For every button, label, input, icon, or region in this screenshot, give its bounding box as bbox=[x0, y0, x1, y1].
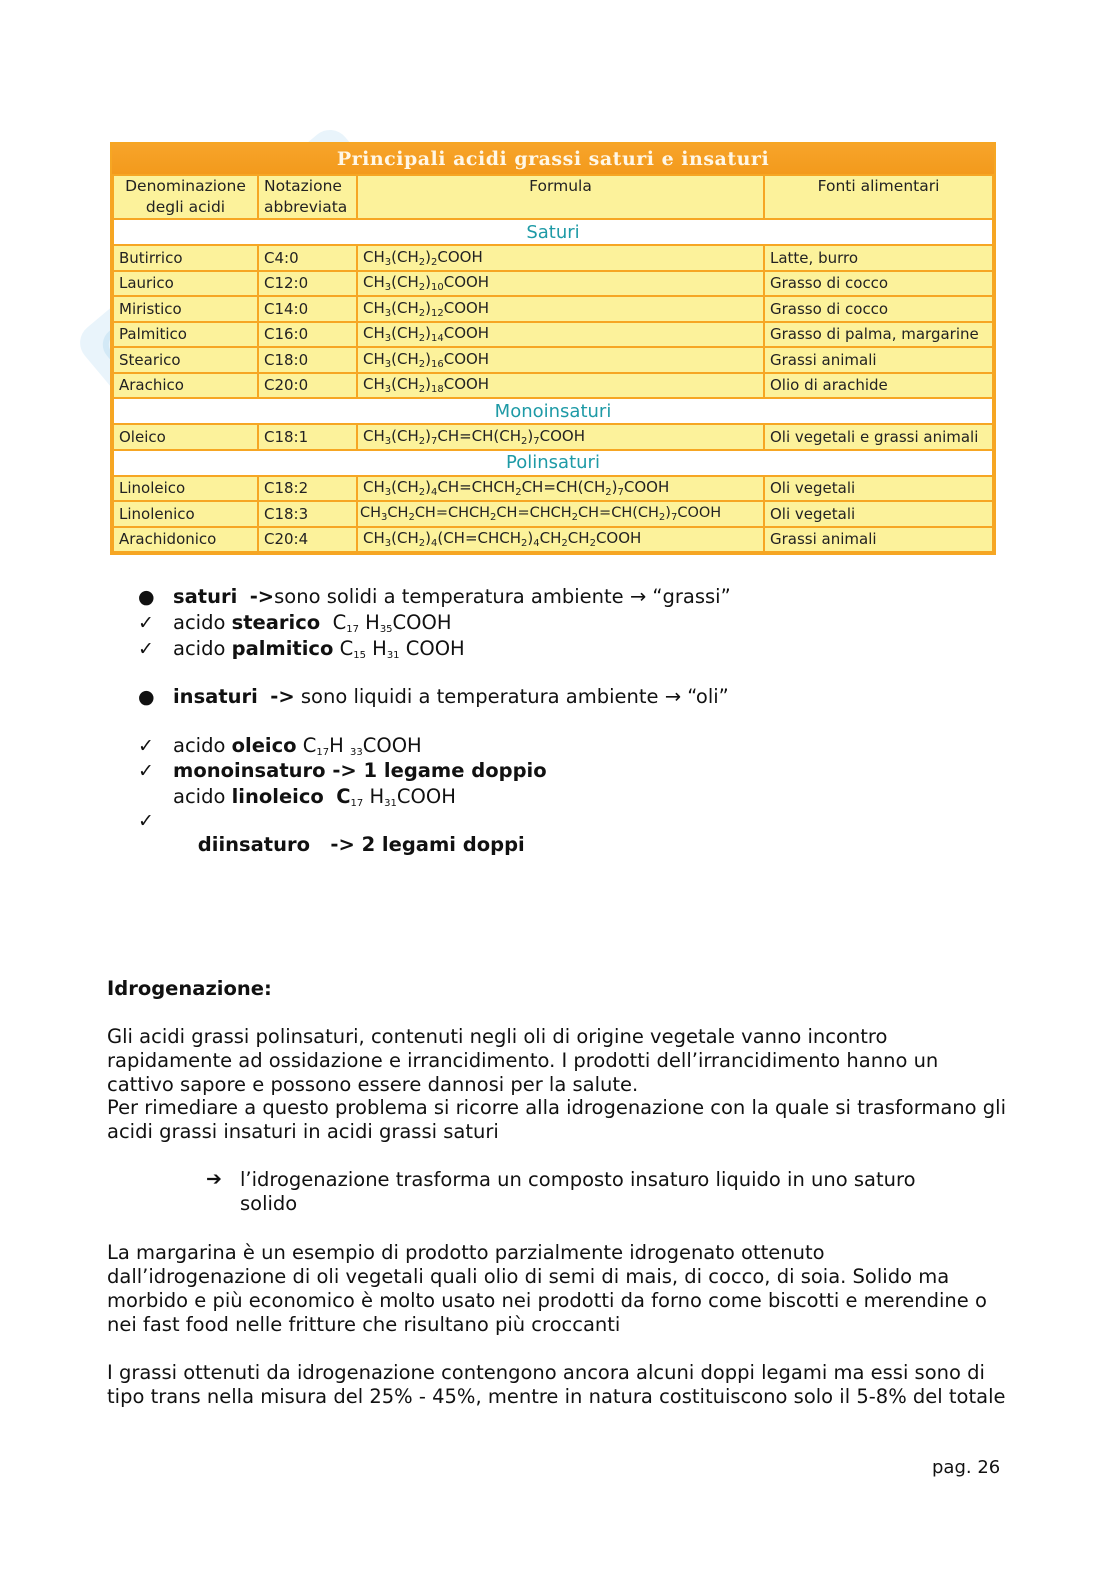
page-number: pag. 26 bbox=[932, 1457, 1001, 1478]
acid-code: C20:0 bbox=[259, 374, 356, 398]
acid-source: Grassi animali bbox=[765, 528, 992, 552]
header-notazione: Notazione abbreviata bbox=[259, 176, 356, 218]
acid-formula: $CH_3(CH_2)_4CH=CHCH_2CH=CH(CH_2)_7COOH$ bbox=[358, 477, 763, 501]
checkmark-icon: ✓ bbox=[138, 638, 154, 660]
acid-source: Grasso di cocco bbox=[765, 272, 992, 296]
list-item-palmitico: acido palmitico $C_{15}$ $H_{31}$ COOH bbox=[173, 637, 465, 661]
acid-code: C12:0 bbox=[259, 272, 356, 296]
acid-formula: $CH_3(CH_2)_{12}COOH$ bbox=[358, 297, 763, 321]
acid-code: C18:3 bbox=[259, 502, 356, 526]
acid-formula: $CH_3CH_2CH=CHCH_2CH=CHCH_2CH=CH(CH_2)_7COOH$ bbox=[358, 502, 763, 526]
paragraph-2: Per rimediare a questo problema si ricorre alla idrogenazione con la quale si trasformano gli acidi grassi insaturi in acidi grassi saturi bbox=[107, 1096, 1007, 1143]
arrow-item: l’idrogenazione trasforma un composto insaturo liquido in uno saturo solido bbox=[240, 1168, 916, 1215]
saturi-text: sono solidi a temperatura ambiente → “grassi” bbox=[274, 585, 731, 608]
acido-label: acido bbox=[173, 637, 226, 660]
checkmark-icon: ✓ bbox=[138, 612, 154, 634]
acid-source: Grassi animali bbox=[765, 348, 992, 372]
acid-code: C18:2 bbox=[259, 477, 356, 501]
acid-name: Linoleico bbox=[114, 477, 257, 501]
table-row bbox=[114, 528, 992, 552]
acid-source: Oli vegetali bbox=[765, 502, 992, 526]
acid-formula: $CH_3(CH_2)_{10}COOH$ bbox=[358, 272, 763, 296]
acid-source: Oli vegetali bbox=[765, 477, 992, 501]
table-row bbox=[114, 425, 992, 449]
list-item-insaturi bbox=[173, 685, 729, 709]
acid-formula: $CH_3(CH_2)_2COOH$ bbox=[358, 246, 763, 270]
heading-text: Idrogenazione: bbox=[107, 977, 272, 1000]
acid-formula: $CH_3(CH_2)_{16}COOH$ bbox=[358, 348, 763, 372]
acid-code: C16:0 bbox=[259, 323, 356, 347]
acid-formula: $CH_3(CH_2)_7CH=CH(CH_2)_7COOH$ bbox=[358, 425, 763, 449]
di-text: diinsaturo -> 2 legami doppi bbox=[197, 833, 525, 856]
acid-formula: $CH_3(CH_2)_{18}COOH$ bbox=[358, 374, 763, 398]
acid-name: Stearico bbox=[114, 348, 257, 372]
acido-label: acido bbox=[173, 611, 226, 634]
stearico-keyword: stearico bbox=[231, 611, 321, 634]
acid-source: Grasso di palma, margarine bbox=[765, 323, 992, 347]
section-heading bbox=[107, 977, 1007, 1001]
acid-code: C18:0 bbox=[259, 348, 356, 372]
paragraph-4: I grassi ottenuti da idrogenazione contengono ancora alcuni doppi legami ma essi sono di tipo trans nella misura del 25% - 45%, mentre in natura costituiscono solo il 5-8% del totale bbox=[107, 1361, 1006, 1408]
acid-formula: $CH_3(CH_2)_{14}COOH$ bbox=[358, 323, 763, 347]
table-row bbox=[114, 477, 992, 501]
insaturi-text: sono liquidi a temperatura ambiente → “oli” bbox=[300, 685, 729, 708]
table-row bbox=[114, 246, 992, 270]
acid-name: Palmitico bbox=[114, 323, 257, 347]
category-polinsaturi: Polinsaturi bbox=[114, 451, 992, 475]
palmitico-keyword: palmitico bbox=[231, 637, 334, 660]
table-row bbox=[114, 374, 992, 398]
list-item-stearico: acido stearico $C_{17}$ $H_{35}COOH$ bbox=[173, 611, 452, 635]
list-item-oleico: acido oleico $C_{17}H$ $_{33}$COOH bbox=[173, 734, 422, 758]
acid-name: Arachico bbox=[114, 374, 257, 398]
checkmark-icon: ✓ bbox=[138, 760, 154, 782]
category-saturi: Saturi bbox=[114, 220, 992, 244]
acid-code: C20:4 bbox=[259, 528, 356, 552]
insaturi-keyword: insaturi bbox=[173, 685, 258, 708]
fatty-acids-table bbox=[110, 142, 996, 555]
acid-name: Butirrico bbox=[114, 246, 257, 270]
acid-source: Grasso di cocco bbox=[765, 297, 992, 321]
acid-code: C18:1 bbox=[259, 425, 356, 449]
insaturi-arrow: -> bbox=[270, 685, 295, 708]
mono-text: monoinsaturo -> 1 legame doppio bbox=[173, 759, 547, 782]
checkmark-icon: ✓ bbox=[138, 735, 154, 757]
checkmark-icon: ✓ bbox=[138, 810, 154, 832]
paragraph-3: La margarina è un esempio di prodotto parzialmente idrogenato ottenuto dall’idrogenazione di oli vegetali quali olio di semi di mais, di cocco, di soia. Solido ma morbido e più economico è molto usato nei prodotti da forno come biscotti e merendine o nei fast food nelle fritture che risultano più croccanti bbox=[107, 1241, 987, 1336]
header-denominazione: Denominazione degli acidi bbox=[114, 176, 257, 218]
table-title: Principali acidi grassi saturi e insaturi bbox=[112, 144, 994, 174]
bullet-icon: ● bbox=[138, 686, 155, 708]
table-row bbox=[114, 272, 992, 296]
acid-source: Oli vegetali e grassi animali bbox=[765, 425, 992, 449]
acido-label: acido bbox=[173, 785, 226, 808]
list-item-mono bbox=[173, 759, 547, 783]
paragraph-1: Gli acidi grassi polinsaturi, contenuti negli oli di origine vegetale vanno incontro rapidamente ad ossidazione e irrancidimento. I prodotti dell’irrancidimento hanno un cattivo sapore e possono essere dannosi per la salute. bbox=[107, 1025, 939, 1096]
header-fonti: Fonti alimentari bbox=[765, 176, 992, 218]
acid-source: Latte, burro bbox=[765, 246, 992, 270]
linoleico-keyword: linoleico bbox=[231, 785, 324, 808]
acid-source: Olio di arachide bbox=[765, 374, 992, 398]
saturi-keyword: saturi bbox=[173, 585, 238, 608]
oleico-keyword: oleico bbox=[231, 734, 297, 757]
list-item-di bbox=[173, 809, 525, 881]
saturi-arrow: -> bbox=[249, 585, 275, 608]
list-item-saturi bbox=[173, 585, 731, 609]
table-row bbox=[114, 502, 992, 526]
table-header-row bbox=[114, 176, 992, 218]
bullet-icon: ● bbox=[138, 586, 155, 608]
acid-formula: $CH_3(CH_2)_4(CH=CHCH_2)_4CH_2CH_2COOH$ bbox=[358, 528, 763, 552]
acid-code: C14:0 bbox=[259, 297, 356, 321]
acid-code: C4:0 bbox=[259, 246, 356, 270]
acid-name: Miristico bbox=[114, 297, 257, 321]
header-formula: Formula bbox=[358, 176, 763, 218]
acido-label: acido bbox=[173, 734, 226, 757]
acid-name: Linolenico bbox=[114, 502, 257, 526]
acid-name: Oleico bbox=[114, 425, 257, 449]
arrow-right-icon: ➔ bbox=[206, 1168, 222, 1190]
category-monoinsaturi: Monoinsaturi bbox=[114, 399, 992, 423]
acid-name: Laurico bbox=[114, 272, 257, 296]
table-row bbox=[114, 323, 992, 347]
table-grid bbox=[112, 174, 994, 553]
table-row bbox=[114, 297, 992, 321]
list-item-linoleico: acido linoleico $C_{17}$ $H_{31}COOH$ bbox=[173, 785, 456, 809]
acid-name: Arachidonico bbox=[114, 528, 257, 552]
table-row bbox=[114, 348, 992, 372]
